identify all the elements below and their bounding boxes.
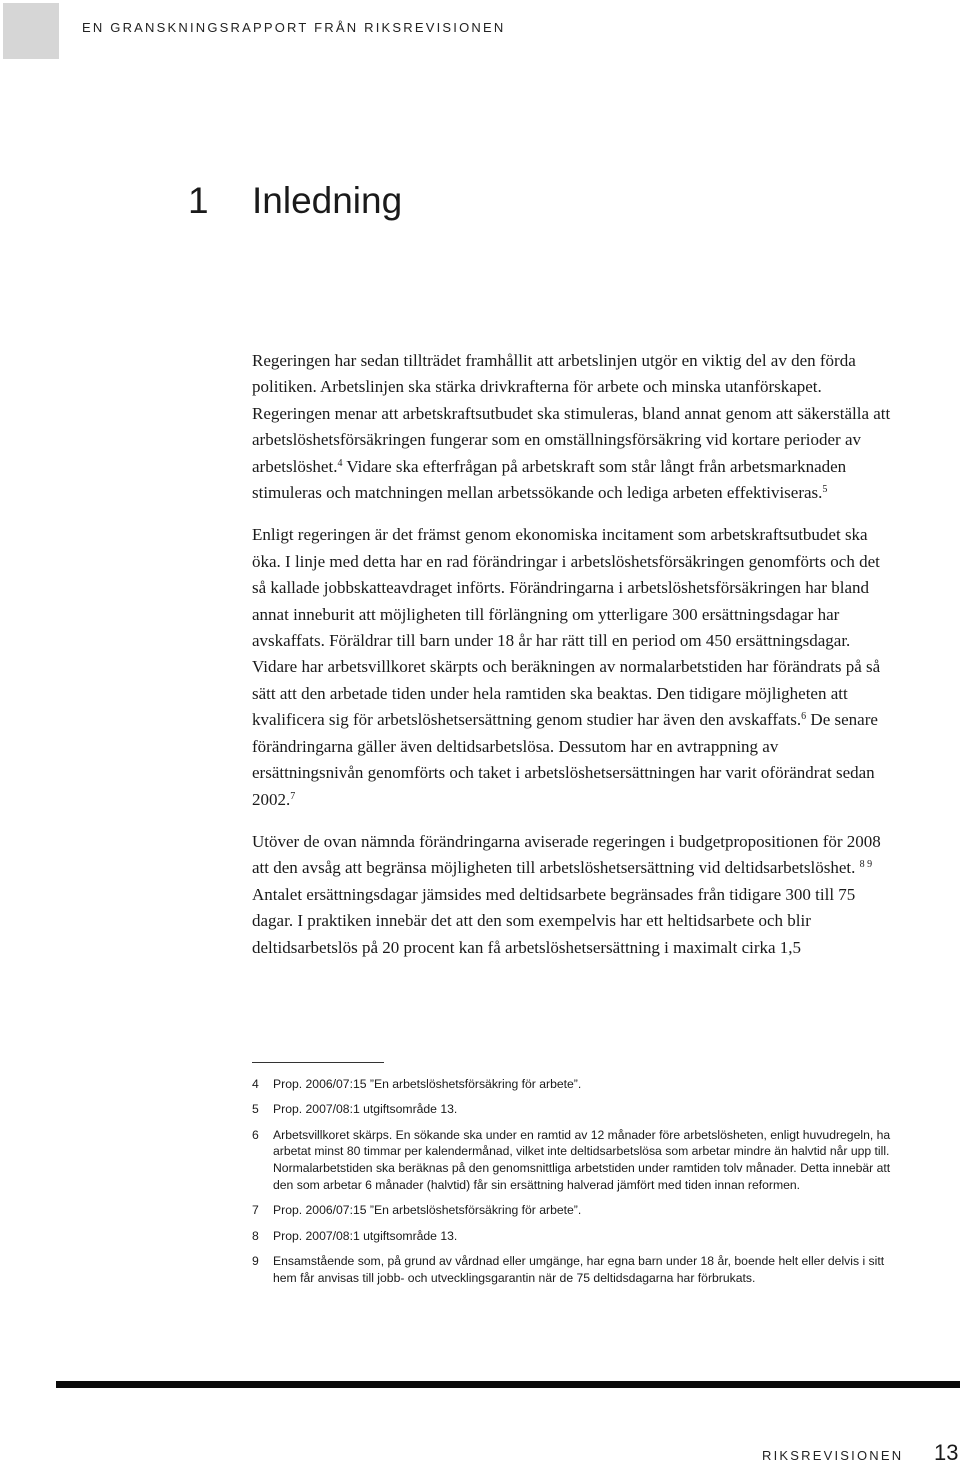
footnote-number: 9: [252, 1253, 259, 1268]
chapter-heading: [188, 180, 402, 222]
footnote-text: Ensamstående som, på grund av vårdnad eller umgänge, har egna barn under 18 år, boende helt eller delvis i sitt hem får anvisas till jobb- och utvecklingsgarantin när de 75 deltidsdagarna har förbrukats.: [273, 1253, 885, 1285]
footnote-text: Prop. 2006/07:15 ”En arbetslöshetsförsäkring för arbete”.: [273, 1077, 582, 1091]
footnote-ref-8-9: 8 9: [859, 859, 873, 871]
footnote-number: 5: [252, 1102, 259, 1117]
footnote-ref-7: 7: [290, 790, 296, 802]
footnote-ref-6: 6: [801, 711, 807, 723]
paragraph-1: [252, 348, 892, 506]
paragraph-1-text-a: Regeringen har sedan tillträdet framhållit att arbetslinjen utgör en viktig del av den förda politiken. Arbetslinjen ska stärka drivkrafterna för arbete och minska utanförskapet. Regeringen menar att arbetskraftsutbudet ska stimuleras, bland annat genom att säkerställa att arbetslöshetsförsäkringen fungerar som en omställningsförsäkring vid kortare perioder av arbetslöshet.: [252, 351, 891, 476]
footer-label: RIKSREVISIONEN: [762, 1448, 904, 1463]
footnote: [252, 1202, 892, 1219]
body-text: [252, 348, 892, 977]
chapter-number: 1: [188, 180, 209, 221]
paragraph-2-text-a: Enligt regeringen är det främst genom ekonomiska incitament som arbetskraftsutbudet ska öka. I linje med detta har en rad förändringar i arbetslöshetsförsäkringen genomförts och det så kallade jobbskatteavdraget införts. Förändringarna i arbetslöshetsförsäkringen har bland annat inneburit att möjligheten till förlängning om ytterligare 300 ersättningsdagar har avskaffats. Föräldrar till barn under 18 år har rätt till en period om 450 ersättningsdagar. Vidare har arbetsvillkoret skärpts och beräkningen av normalarbetstiden har förändrats på så sätt att den arbetade tiden under hela ramtiden ska beaktas. Den tidigare möjligheten att kvalificera sig för arbetslöshetsersättning genom studier har även den avskaffats.: [252, 525, 881, 730]
footnote: [252, 1127, 892, 1194]
footnote-text: Prop. 2007/08:1 utgiftsområde 13.: [273, 1228, 458, 1243]
paragraph-2: [252, 522, 892, 812]
paragraph-2-text-b: De senare förändringarna gäller även deltidsarbetslösa. Dessutom har en avtrappning av ersättningsnivån genomförts och taket i arbetslöshetsersättningen har varit oförändrat sedan 2002.: [252, 710, 878, 809]
footnote-text: Prop. 2006/07:15 ”En arbetslöshetsförsäkring för arbete”.: [273, 1203, 582, 1218]
running-header: EN GRANSKNINGSRAPPORT FRÅN RIKSREVISIONEN: [82, 20, 506, 35]
footnote-ref-5: 5: [822, 484, 828, 496]
footnote-ref-4: 4: [337, 457, 343, 469]
chapter-title: Inledning: [252, 180, 403, 221]
corner-block: [3, 3, 59, 59]
footnote: [252, 1076, 892, 1093]
footnote-number: 4: [252, 1077, 259, 1091]
page-number: 13: [934, 1440, 959, 1465]
paragraph-3-text-b: Antalet ersättningsdagar jämsides med deltidsarbete begränsades från tidigare 300 till 75 dagar. I praktiken innebär det att den som exempelvis har ett heltidsarbete och blir deltidsarbetslös på 20 procent kan få arbetslöshetsersättning i maximalt cirka 1,5: [252, 884, 856, 957]
paragraph-3-text-a: Utöver de ovan nämnda förändringarna aviserade regeringen i budgetpropositionen för 2008 att den avsåg att begränsa möjligheten till arbetslöshetsersättning vid deltidsarbetslöshet.: [252, 831, 881, 878]
paragraph-1-text-b: Vidare ska efterfrågan på arbetskraft som står långt från arbetsmarknaden stimuleras och matchningen mellan arbetssökande och lediga arbeten effektiviseras.: [252, 456, 847, 503]
footnote-number: 6: [252, 1127, 259, 1142]
footnote-text: Arbetsvillkoret skärps. En sökande ska under en ramtid av 12 månader före arbetslösheten, enligt huvudregeln, ha arbetat minst 80 timmar per kalendermånad, vilket inte deltidsarbetslösa som arbetar mindre än halvtid når upp till. Normalarbetstiden ska beräknas på den genomsnittliga arbetstiden under ramtiden tolv månader. Detta innebär att den som arbetar 6 månader (halvtid) får sin ersättning halverad jämfört med tiden innan reformen.: [273, 1127, 891, 1192]
footnotes: [252, 1076, 892, 1295]
footnote: [252, 1228, 892, 1245]
footnote: [252, 1253, 892, 1287]
paragraph-3: [252, 829, 892, 961]
footer-rule: [56, 1381, 960, 1388]
footnote-divider: [252, 1062, 384, 1063]
footnote-text: Prop. 2007/08:1 utgiftsområde 13.: [273, 1102, 458, 1117]
footnote: [252, 1101, 892, 1118]
footnote-number: 8: [252, 1228, 259, 1243]
footnote-number: 7: [252, 1203, 259, 1218]
